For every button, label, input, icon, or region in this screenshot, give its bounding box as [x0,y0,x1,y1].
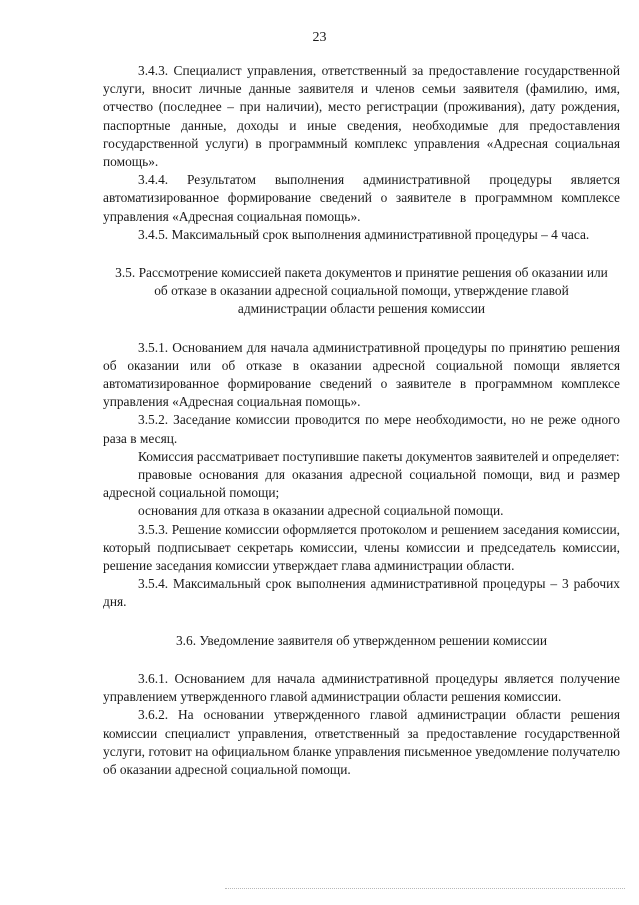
paragraph-3-5-4: 3.5.4. Максимальный срок выполнения административной процедуры – 3 рабочих дня. [103,576,620,610]
list-item-legal-grounds: правовые основания для оказания адресной социальной помощи, вид и размер адресной социальной помощи; [103,467,620,501]
spacer [103,244,620,264]
paragraph-3-5-2: 3.5.2. Заседание комиссии проводится по мере необходимости, но не реже одного раза в месяц. [103,412,620,446]
paragraph-3-5-1: 3.5.1. Основанием для начала административной процедуры по принятию решения об оказании или об отказе в оказании адресной социальной помощи является автоматизированное формирование сведений о заявителе в программном комплексе управления «Адресная социальная помощь». [103,339,620,410]
section-heading-3-6: 3.6. Уведомление заявителя об утвержденном решении комиссии [175,632,547,648]
spacer [103,319,620,339]
paragraph-commission-review: Комиссия рассматривает поступившие пакеты документов заявителей и определяет: [138,448,620,464]
page-number: 23 [312,30,327,45]
spacer [103,650,620,670]
spacer [103,612,620,632]
paragraph-3-4-4: 3.4.4. Результатом выполнения административной процедуры является автоматизированное формирование сведений о заявителе в программном комплексе управления «Адресная социальная помощь». [103,172,620,224]
paragraph-3-6-1: 3.6.1. Основанием для начала административной процедуры является получение управлением утвержденного главой администрации области решения комиссии. [103,670,620,705]
section-heading-3-5: 3.5. Рассмотрение комиссией пакета документов и принятие решения об оказании или об отказе в оказании адресной социальной помощи, утверждение главой администрации области решения комиссии [115,265,608,317]
paragraph-3-5-3: 3.5.3. Решение комиссии оформляется протоколом и решением заседания комиссии, который подписывает секретарь комиссии, члены комиссии и председатель комиссии, решение заседания комиссии утверждает глава администрации области. [103,521,620,574]
document-body [103,62,620,779]
list-item-refusal-grounds: основания для отказа в оказании адресной социальной помощи. [138,503,504,519]
footer-divider [225,888,625,889]
paragraph-3-4-5: 3.4.5. Максимальный срок выполнения административной процедуры – 4 часа. [138,226,590,242]
paragraph-3-4-3: 3.4.3. Специалист управления, ответственный за предоставление государственной услуги, вносит личные данные заявителя и членов семьи заявителя (фамилию, имя, отчество (последнее – при наличии), место регистрации (проживания), дату рождения, паспортные данные, доходы и иные сведения, необходимые для предоставления государственной услуги) в программный комплекс управления «Адресная социальная помощь». [103,63,620,170]
paragraph-3-6-2: 3.6.2. На основании утвержденного главой администрации области решения комиссии специалист управления, ответственный за предоставление государственной услуги, готовит на официальном бланке управления письменное уведомление получателю об оказании адресной социальной помощи. [103,707,620,777]
